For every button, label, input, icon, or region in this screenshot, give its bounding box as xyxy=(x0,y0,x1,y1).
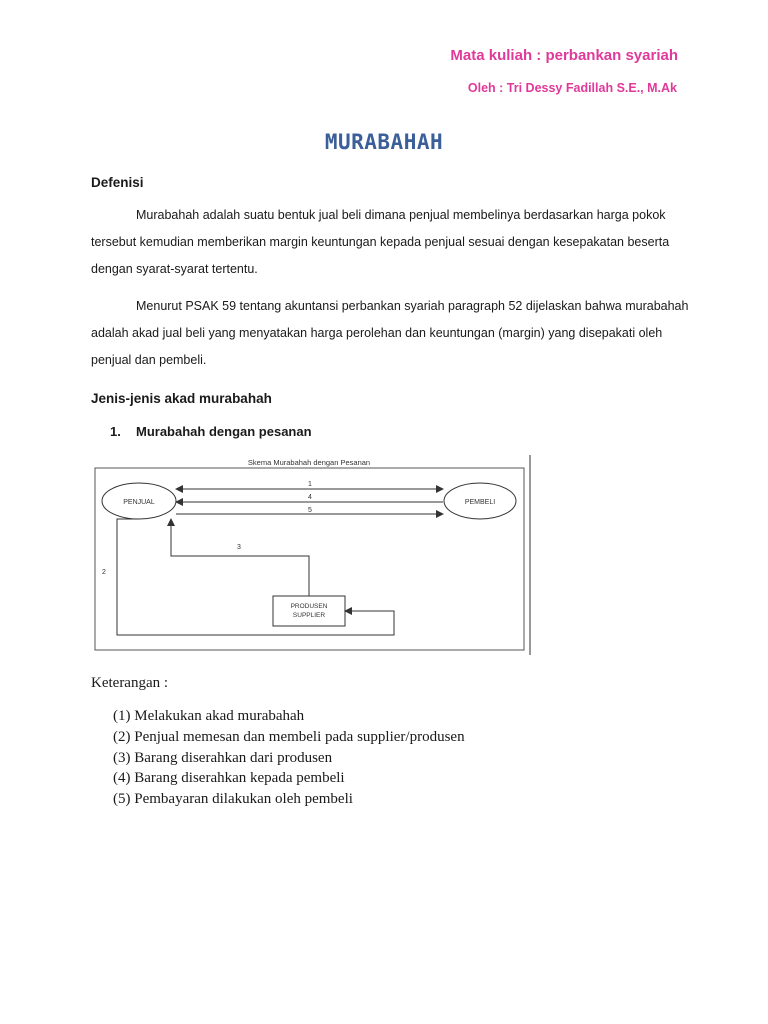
definition-paragraph-1-text: Murabahah adalah suatu bentuk jual beli dimana penjual membelinya berdasarkan harga pokok tersebut kemudian memberikan margin keuntungan kepada penjual sesuai dengan kesepakatan beserta dengan syarat-syarat tertentu. xyxy=(91,208,670,276)
definition-paragraph-1 xyxy=(91,202,691,283)
type-item-1 xyxy=(110,424,312,439)
definition-paragraph-2 xyxy=(91,293,691,374)
murabahah-diagram xyxy=(94,455,534,655)
legend-item: (3) Barang diserahkan dari produsen xyxy=(113,749,333,766)
types-heading: Jenis-jenis akad murabahah xyxy=(91,391,272,406)
supplier-label-line1: PRODUSEN xyxy=(290,603,328,610)
document-title: MURABAHAH xyxy=(324,130,444,154)
flow-3-arrow xyxy=(171,519,309,596)
seller-label: PENJUAL xyxy=(123,499,155,506)
definition-heading: Defenisi xyxy=(91,175,144,190)
flow-2-arrow xyxy=(117,519,394,635)
flow-4-label: 4 xyxy=(308,494,312,501)
definition-paragraph-2-text: Menurut PSAK 59 tentang akuntansi perbankan syariah paragraph 52 dijelaskan bahwa murabahah adalah akad jual beli yang menyatakan harga perolehan dan keuntungan (margin) yang disepakati oleh penjual dan pembeli. xyxy=(91,299,689,367)
legend-item: (4) Barang diserahkan kepada pembeli xyxy=(113,770,345,787)
flow-2-label: 2 xyxy=(102,569,106,576)
diagram-title: Skema Murabahah dengan Pesanan xyxy=(247,458,371,467)
type-item-label: Murabahah dengan pesanan xyxy=(136,424,312,439)
supplier-node xyxy=(273,596,345,626)
flow-3-label: 3 xyxy=(237,544,241,551)
flow-5-label: 5 xyxy=(308,507,312,514)
supplier-label-line2: SUPPLIER xyxy=(292,612,326,619)
flow-1-label: 1 xyxy=(308,481,312,488)
legend-label: Keterangan : xyxy=(91,675,169,691)
legend-item: (5) Pembayaran dilakukan oleh pembeli xyxy=(113,791,353,808)
course-name: Mata kuliah : perbankan syariah xyxy=(450,47,678,64)
legend-list xyxy=(113,706,465,810)
buyer-label: PEMBELI xyxy=(464,499,496,506)
author-line: Oleh : Tri Dessy Fadillah S.E., M.Ak xyxy=(467,81,677,95)
legend-item: (1) Melakukan akad murabahah xyxy=(113,708,305,724)
legend-item: (2) Penjual memesan dan membeli pada supplier/produsen xyxy=(113,728,465,745)
type-item-number: 1. xyxy=(110,424,121,439)
